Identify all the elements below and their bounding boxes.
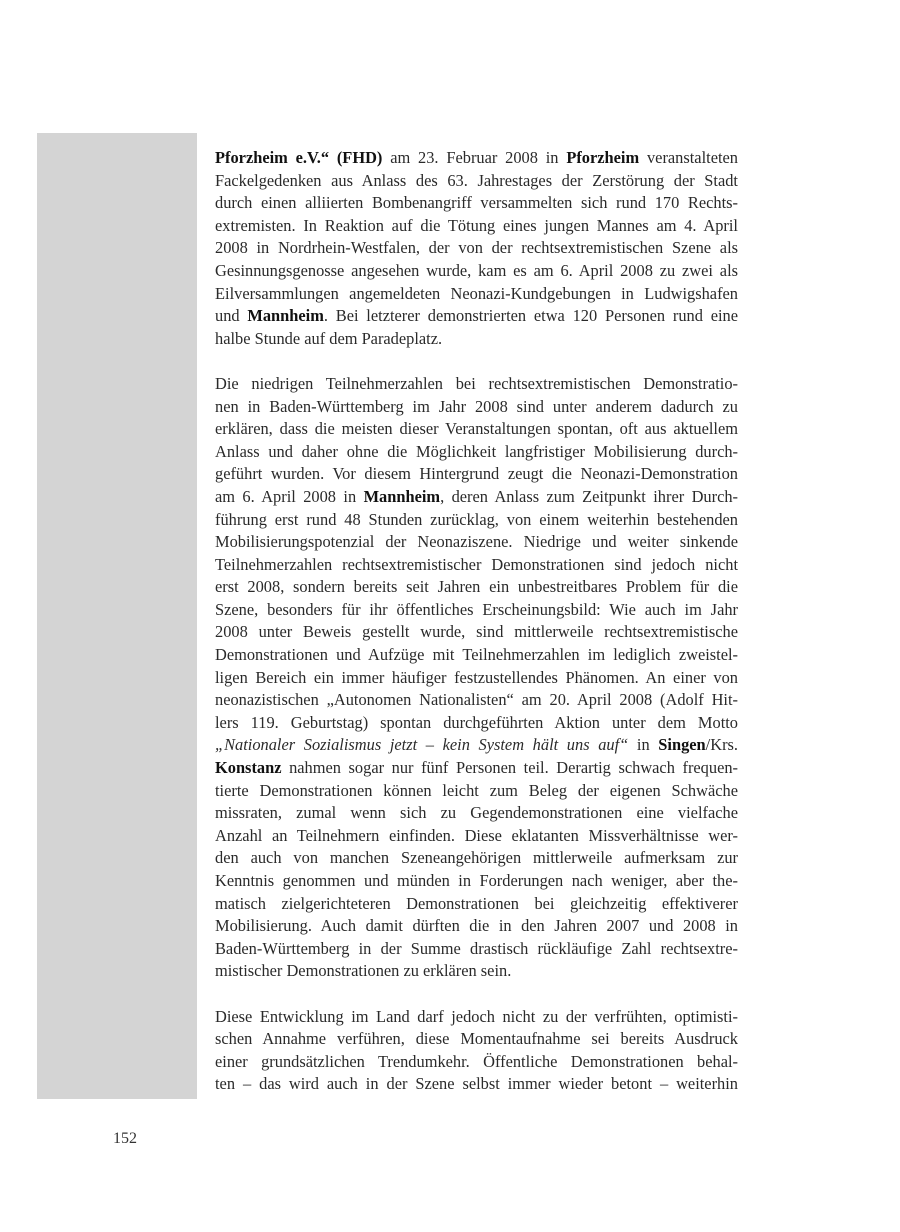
quoted-motto: „Nationaler Sozialismus jetzt – kein System hält uns auf“ — [215, 735, 629, 755]
text-line: extremisten. In Reaktion auf die Tötung eines jungen Mannes am 4. April — [215, 215, 738, 235]
text-line: missraten, zumal wenn sich zu Gegendemonstrationen eine vielfache — [215, 803, 738, 823]
text-line: führung erst rund 48 Stunden zurücklag, von einem weiterhin bestehenden — [215, 509, 738, 529]
emphasized-term: Singen — [658, 735, 706, 755]
emphasized-term: Mannheim — [247, 306, 324, 326]
emphasized-term: Konstanz — [215, 758, 282, 778]
text-line: matisch zielgerichteteren Demonstrationen bei gleichzeitig effektiverer — [215, 893, 738, 913]
emphasized-term: Pforzheim — [566, 148, 640, 167]
body-text — [215, 147, 738, 1096]
text-line: Baden-Württemberg in der Summe drastisch rückläufige Zahl rechtsextre- — [215, 938, 738, 958]
text-line: Fackelgedenken aus Anlass des 63. Jahrestages der Zerstörung der Stadt — [215, 170, 738, 190]
text-line: Mobilisierungspotenzial der Neonaziszene. Niedrige und weiter sinkende — [215, 532, 738, 552]
emphasized-term: Pforzheim e.V.“ (FHD) — [215, 148, 383, 167]
text-line: Teilnehmerzahlen rechtsextremistischer Demonstrationen sind jedoch nicht — [215, 554, 738, 574]
text-line: Mobilisierung. Auch damit dürften die in den Jahren 2007 und 2008 in — [215, 916, 738, 936]
text-line: einer grundsätzlichen Trendumkehr. Öffentliche Demonstrationen behal- — [215, 1051, 738, 1071]
text-line: 2008 in Nordrhein-Westfalen, der von der rechtsextremistischen Szene als — [215, 238, 738, 258]
text-line: Szene, besonders für ihr öffentliches Erscheinungsbild: Wie auch im Jahr — [215, 599, 738, 619]
text-line: Pforzheim e.V.“ (FHD) am 23. Februar 2008 in Pforzheim veranstalteten — [215, 148, 738, 167]
text-line: Konstanz nahmen sogar nur fünf Personen teil. Derartig schwach frequen- — [215, 758, 738, 778]
text-line: Eilversammlungen angemeldeten Neonazi-Kundgebungen in Ludwigshafen — [215, 283, 738, 303]
text-line: erst 2008, sondern bereits seit Jahren ein unbestreitbares Problem für die — [215, 577, 738, 597]
text-line: Demonstrationen und Aufzüge mit Teilnehmerzahlen im lediglich zweistel- — [215, 645, 738, 665]
paragraph — [215, 373, 738, 983]
margin-sidebar — [37, 133, 197, 1099]
page-number: 152 — [113, 1130, 137, 1147]
text-line: mistischer Demonstrationen zu erklären sein. — [215, 961, 512, 981]
text-line: erklären, dass die meisten dieser Veranstaltungen spontan, oft aus aktuellem — [215, 419, 738, 439]
paragraph — [215, 147, 738, 350]
paragraph — [215, 1006, 738, 1096]
text-line: am 6. April 2008 in Mannheim, deren Anlass zum Zeitpunkt ihrer Durch- — [215, 486, 738, 506]
text-line: neonazistischen „Autonomen Nationalisten“ am 20. April 2008 (Adolf Hit- — [215, 690, 738, 710]
text-line: schen Annahme verführen, diese Momentaufnahme sei bereits Ausdruck — [215, 1029, 738, 1049]
text-line: Anzahl an Teilnehmern einfinden. Diese eklatanten Missverhältnisse wer- — [215, 825, 738, 845]
text-line: „Nationaler Sozialismus jetzt – kein System hält uns auf“ in Singen/Krs. — [215, 735, 738, 755]
text-line: Kenntnis genommen und münden in Forderungen nach weniger, aber the- — [215, 871, 738, 890]
text-line: Anlass und daher ohne die Möglichkeit langfristiger Mobilisierung durch- — [215, 441, 738, 461]
text-line: ligen Bereich ein immer häufiger festzustellendes Phänomen. An einer von — [215, 667, 738, 687]
text-line: Gesinnungsgenosse angesehen wurde, kam es am 6. April 2008 zu zwei als — [215, 260, 738, 280]
text-line: 2008 unter Beweis gestellt wurde, sind mittlerweile rechtsextremistische — [215, 622, 738, 642]
text-line: ten – das wird auch in der Szene selbst immer wieder betont – weiterhin — [215, 1074, 738, 1094]
emphasized-term: Mannheim — [363, 486, 441, 506]
text-line: tierte Demonstrationen können leicht zum Beleg der eigenen Schwäche — [215, 780, 738, 800]
text-line: Die niedrigen Teilnehmerzahlen bei rechtsextremistischen Demonstratio- — [215, 373, 738, 393]
text-line: halbe Stunde auf dem Paradeplatz. — [215, 328, 443, 348]
text-line: lers 119. Geburtstag) spontan durchgeführten Aktion unter dem Motto — [215, 712, 738, 732]
text-line: Diese Entwicklung im Land darf jedoch nicht zu der verfrühten, optimisti- — [215, 1006, 738, 1026]
text-line: und Mannheim. Bei letzterer demonstrierten etwa 120 Personen rund eine — [215, 306, 738, 326]
text-line: den auch von manchen Szeneangehörigen mittlerweile aufmerksam zur — [215, 848, 738, 868]
text-line: nen in Baden-Württemberg im Jahr 2008 sind unter anderem dadurch zu — [215, 396, 738, 416]
text-line: geführt wurden. Vor diesem Hintergrund zeugt die Neonazi-Demonstration — [215, 464, 738, 484]
text-line: durch einen alliierten Bombenangriff versammelten sich rund 170 Rechts- — [215, 193, 738, 213]
